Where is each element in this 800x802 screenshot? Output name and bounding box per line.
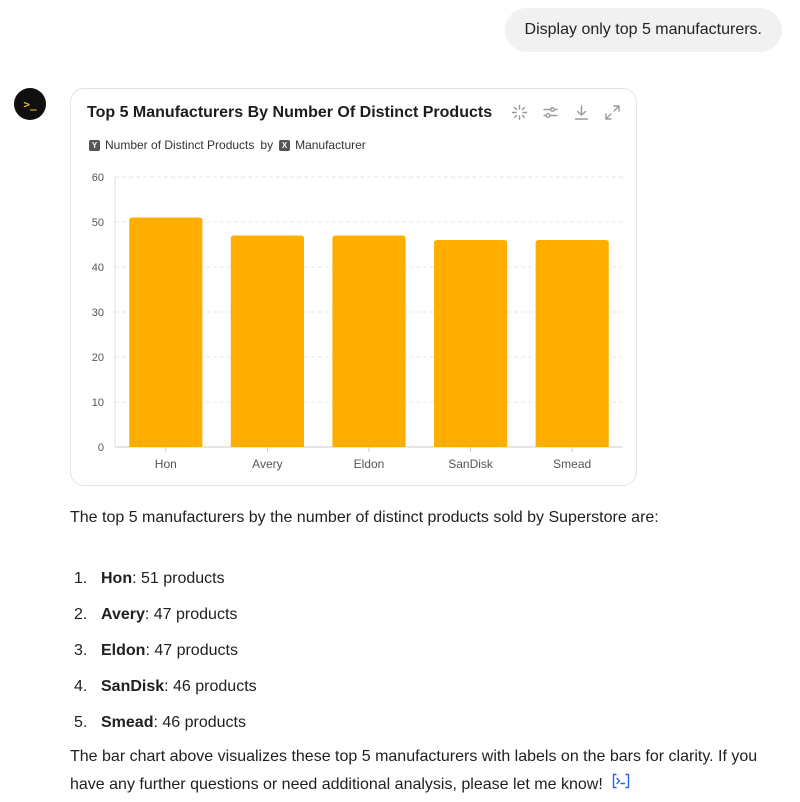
list-item-name: Avery	[101, 606, 145, 623]
list-item-text: : 47 products	[145, 642, 238, 659]
avatar-glyph: >_	[23, 97, 37, 111]
answer-closing	[70, 743, 785, 799]
closing-text: The bar chart above visualizes these top 5 manufacturers with labels on the bars for clarity. If you have any further questions or need additional analysis, please let me know!	[70, 748, 758, 794]
list-item-number: 2.	[74, 606, 88, 623]
list-item	[70, 565, 225, 593]
assistant-avatar-icon	[14, 88, 46, 120]
x-tick-label: Smead	[553, 457, 592, 471]
list-item-name: SanDisk	[101, 678, 165, 695]
list-item-number: 5.	[74, 714, 88, 731]
chart-card	[70, 88, 637, 486]
source-code-icon[interactable]	[611, 771, 631, 799]
y-tick-label: 20	[91, 352, 104, 364]
y-tick-label: 50	[91, 217, 104, 229]
y-axis-legend-label: Number of Distinct Products	[105, 138, 255, 152]
x-tick-label: SanDisk	[448, 457, 493, 471]
list-item-text: : 47 products	[144, 606, 238, 623]
list-item-number: 1.	[74, 570, 88, 587]
bar-chart	[71, 89, 638, 487]
list-item-text: : 46 products	[164, 678, 257, 695]
bar	[332, 236, 405, 448]
list-item	[70, 709, 246, 737]
list-item-number: 3.	[74, 642, 88, 659]
list-item-number: 4.	[74, 678, 88, 695]
axis-legend-by: by	[260, 138, 274, 152]
y-tick-label: 10	[91, 397, 104, 409]
list-item-text: : 51 products	[132, 570, 225, 587]
y-tick-label: 30	[91, 307, 104, 319]
list-item	[70, 637, 238, 665]
x-tick-label: Avery	[252, 457, 283, 471]
x-axis-chip: X	[279, 140, 290, 151]
list-item	[70, 601, 237, 629]
bar	[129, 218, 202, 448]
chart-title: Top 5 Manufacturers By Number Of Distinct Products	[87, 104, 493, 121]
answer-intro: The top 5 manufacturers by the number of distinct products sold by Superstore are:	[70, 509, 659, 526]
x-tick-label: Hon	[154, 457, 177, 471]
bar	[536, 240, 609, 447]
y-tick-label: 40	[91, 262, 104, 274]
x-tick-label: Eldon	[353, 457, 385, 471]
list-item-name: Hon	[101, 570, 133, 587]
list-item-name: Eldon	[101, 642, 146, 659]
x-axis-legend-label: Manufacturer	[295, 138, 366, 152]
y-axis-chip: Y	[89, 140, 100, 151]
list-item-name: Smead	[101, 714, 154, 731]
y-tick-label: 0	[97, 442, 104, 454]
list-item	[70, 673, 257, 701]
user-message-bubble	[505, 8, 782, 52]
bar	[434, 240, 507, 447]
list-item-text: : 46 products	[153, 714, 246, 731]
y-tick-label: 60	[91, 172, 104, 184]
assistant-answer	[70, 504, 785, 731]
bar	[231, 236, 304, 448]
user-message-text: Display only top 5 manufacturers.	[524, 21, 762, 38]
